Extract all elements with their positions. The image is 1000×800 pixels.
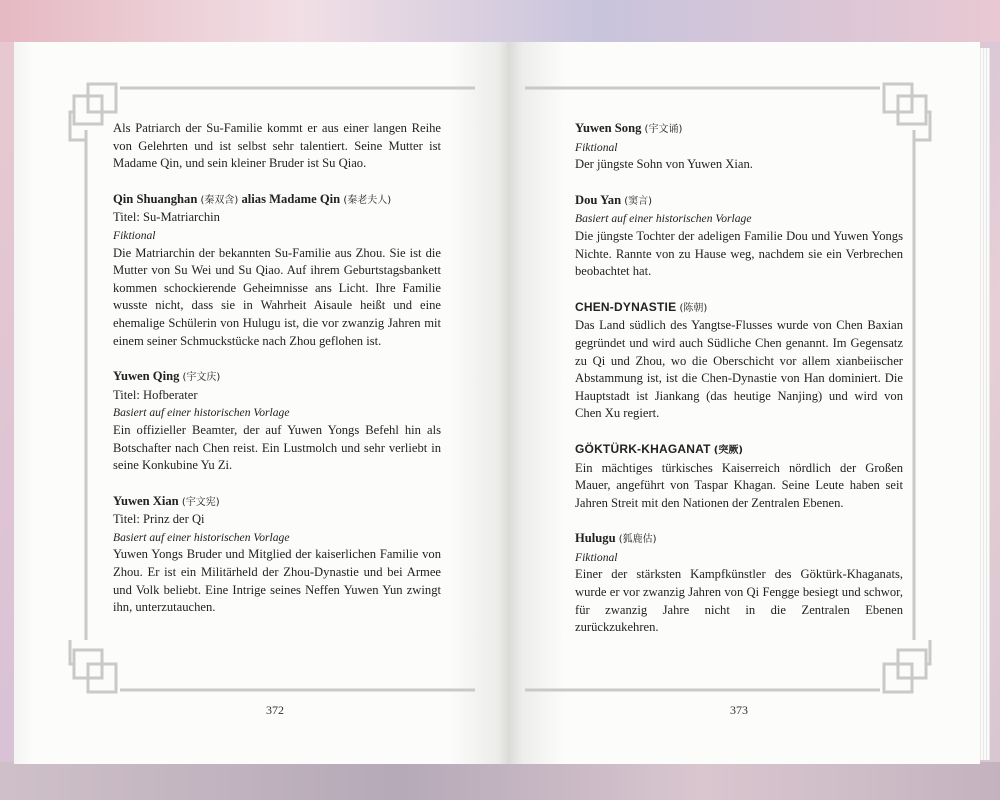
entry-description: Ein offizieller Beamter, der auf Yuwen Yongs Befehl hin als Botschafter nach Chen reist. Ein Lustmolch und sehr verliebt in seine Konkubine Yu Zi.: [113, 422, 441, 473]
entry-qin-shuanghan: [113, 191, 441, 350]
entry-description: Einer der stärksten Kampfkünstler des Göktürk-Khaganats, wurde er vor zwanzig Jahren von Qi Fengge besiegt und schwor, für zwanzig Jahre nicht in die Zentralen Ebenen zurückzukehren.: [575, 567, 903, 635]
entry-title: Titel: Hofberater: [113, 387, 198, 402]
entry-description: Yuwen Yongs Bruder und Mitglied der kaiserlichen Familie von Zhou. Er ist ein Militärheld der Zhou-Dynastie und bei Armee und Volk beliebt. Eine Intrige seines Neffen Yuwen Yun zwingt ihn, unterzutauchen.: [113, 547, 441, 615]
right-page-text: [575, 120, 903, 637]
entry-title: Titel: Prinz der Qi: [113, 512, 205, 527]
entry-yuwen-song: [575, 120, 903, 174]
entry-source: Fiktional: [575, 140, 618, 154]
page-number-left: 372: [266, 703, 284, 717]
entry-gokturk-khaganat: [575, 441, 903, 512]
entry-source: Basiert auf einer historischen Vorlage: [113, 406, 290, 420]
entry-chen-dynastie: [575, 299, 903, 423]
entry-heading: GÖKTÜRK-KHAGANAT (突厥): [575, 441, 743, 456]
entry-heading: Yuwen Song (宇文诵): [575, 121, 683, 135]
entry-source: Basiert auf einer historischen Vorlage: [575, 212, 752, 226]
left-page-text: [113, 120, 441, 617]
entry-source: Fiktional: [575, 550, 618, 564]
entry-title: Titel: Su-Matriarchin: [113, 210, 220, 225]
entry-description: Der jüngste Sohn von Yuwen Xian.: [575, 157, 753, 172]
entry-heading: CHEN-DYNASTIE (陈朝): [575, 299, 708, 314]
entry-description: Die jüngste Tochter der adeligen Familie Dou und Yuwen Yongs Nichte. Rannte von zu Hause weg, nachdem sie ein Verbrechen beobachtet hat.: [575, 228, 903, 279]
entry-description: Das Land südlich des Yangtse-Flusses wurde von Chen Baxian gegründet und wird auch Südliche Chen genannt. Im Gegensatz zu Qi und Zhou, wo die Oberschicht vor allem xianbeiischer Abstammung ist, ist die Chen-Dynastie von Han dominiert. Die Hauptstadt ist Jiankang (das heutige Nanjing) und wird von Chen Xu regiert.: [575, 318, 903, 421]
entry-source: Basiert auf einer historischen Vorlage: [113, 530, 290, 544]
page-number-right: 373: [730, 703, 748, 717]
entry-yuwen-xian: [113, 493, 441, 617]
entry-description: Die Matriarchin der bekannten Su-Familie aus Zhou. Sie ist die Mutter von Su Wei und Su Qiao. Auf ihrem Geburtstagsbankett kommen schockierende Geheimnisse ans Licht. Ihre Familie wusste nicht, dass sie in Wahrheit Aisaule heißt und eine ehemalige Schülerin von Hulugu ist, die vor zwanzig Jahren mit einem seiner Schmuckstücke nach Zhou geflohen ist.: [113, 245, 441, 348]
entry-yuwen-qing: [113, 368, 441, 475]
entry-hulugu: [575, 530, 903, 637]
entry-description: Ein mächtiges türkisches Kaiserreich nördlich der Großen Mauer, angeführt von Taspar Khagan. Seine Leute haben seit Jahren Streit mit den Nationen der Zentralen Ebenen.: [575, 460, 903, 510]
entry-dou-yan: [575, 192, 903, 281]
entry-source: Fiktional: [113, 228, 156, 242]
intro-paragraph: Als Patriarch der Su-Familie kommt er aus einer langen Reihe von Gelehrten und ist selbst sehr talentiert. Seine Mutter ist Madame Qin, und sein kleiner Bruder ist Su Qiao.: [113, 121, 441, 171]
entry-heading: Hulugu (狐鹿估): [575, 531, 657, 546]
entry-heading: Dou Yan (窦言): [575, 192, 653, 207]
entry-heading: Qin Shuanghan (秦双含) alias Madame Qin (秦老夫人): [113, 191, 392, 206]
entry-heading: Yuwen Qing (宇文庆): [113, 369, 221, 384]
entry-heading: Yuwen Xian (宇文宪): [113, 493, 220, 508]
